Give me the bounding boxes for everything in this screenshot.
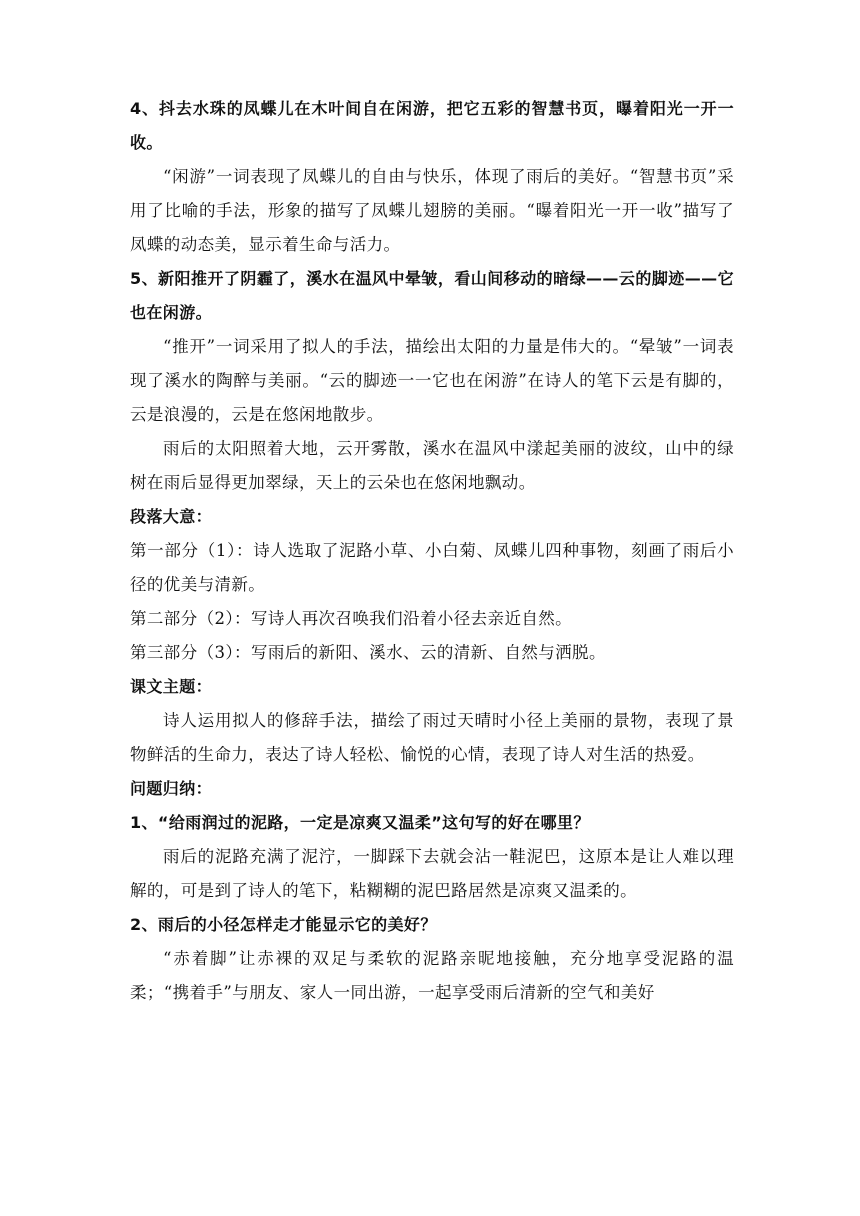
summary-5: 雨后的太阳照着大地，云开雾散，溪水在温风中漾起美丽的波纹，山中的绿树在雨后显得更加翠绿，天上的云朵也在悠闲地飘动。	[130, 439, 734, 492]
question-1: 1、“给雨润过的泥路，一定是凉爽又温柔”这句写的好在哪里？	[130, 813, 590, 832]
part-1: 第一部分（1）：诗人选取了泥路小草、小白菊、凤蝶儿四种事物，刻画了雨后小径的优美与清新。	[130, 541, 734, 594]
part-2: 第二部分（2）：写诗人再次召唤我们沿着小径去亲近自然。	[130, 609, 573, 628]
answer-2: “赤着脚”让赤裸的双足与柔软的泥路亲昵地接触，充分地享受泥路的温柔；“携着手”与朋友、家人一同出游，一起享受雨后清新的空气和美好	[130, 949, 734, 1002]
part-3: 第三部分（3）：写雨后的新阳、溪水、云的清新、自然与洒脱。	[130, 643, 606, 662]
paragraph-meaning-heading: 段落大意：	[130, 507, 213, 526]
questions-heading: 问题归纳：	[130, 779, 213, 798]
answer-1: 雨后的泥路充满了泥泞，一脚踩下去就会沾一鞋泥巴，这原本是让人难以理解的，可是到了诗人的笔下，粘糊糊的泥巴路居然是凉爽又温柔的。	[130, 847, 734, 900]
document-page	[130, 92, 734, 1010]
theme-heading: 课文主题：	[130, 677, 213, 696]
question-4: 4、抖去水珠的凤蝶儿在木叶间自在闲游，把它五彩的智慧书页，曝着阳光一开一收。	[130, 99, 734, 152]
answer-5: “推开”一词采用了拟人的手法，描绘出太阳的力量是伟大的。“晕皱”一词表现了溪水的陶醉与美丽。“云的脚迹一一它也在闲游”在诗人的笔下云是有脚的，云是浪漫的，云是在悠闲地散步。	[130, 337, 734, 424]
answer-4: “闲游”一词表现了凤蝶儿的自由与快乐，体现了雨后的美好。“智慧书页”采用了比喻的手法，形象的描写了凤蝶儿翅膀的美丽。“曝着阳光一开一收”描写了凤蝶的动态美，显示着生命与活力。	[130, 167, 734, 254]
question-2: 2、雨后的小径怎样走才能显示它的美好？	[130, 915, 437, 934]
question-5: 5、新阳推开了阴霾了，溪水在温风中晕皱，看山间移动的暗绿——云的脚迹——它也在闲游。	[130, 269, 734, 322]
theme-text: 诗人运用拟人的修辞手法，描绘了雨过天晴时小径上美丽的景物，表现了景物鲜活的生命力，表达了诗人轻松、愉悦的心情，表现了诗人对生活的热爱。	[130, 711, 734, 764]
